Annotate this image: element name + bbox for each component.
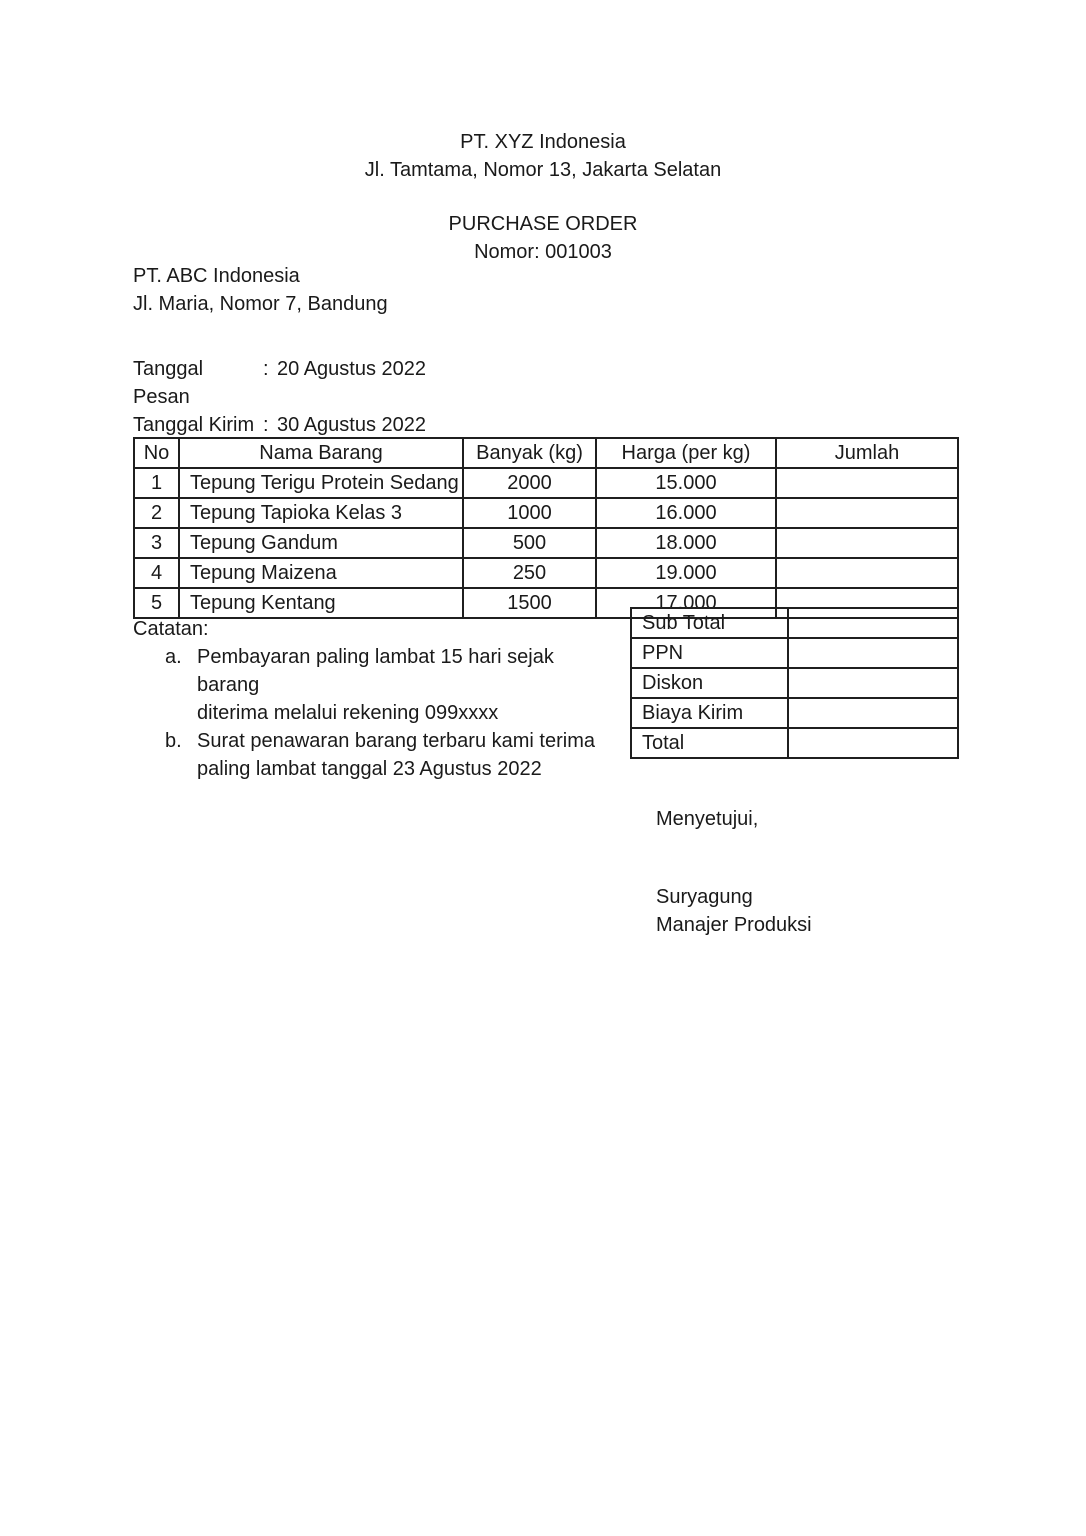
signature-name: Suryagung <box>656 886 753 908</box>
table-row <box>134 558 958 588</box>
summary-row <box>631 728 958 758</box>
vendor-name: PT. ABC Indonesia <box>133 265 300 287</box>
summary-value <box>788 698 958 728</box>
list-item <box>133 727 605 783</box>
item-qty: 250 <box>463 558 596 588</box>
order-date-row <box>133 355 426 411</box>
summary-row <box>631 638 958 668</box>
item-qty: 2000 <box>463 468 596 498</box>
document-title: PURCHASE ORDER <box>448 213 638 235</box>
signature-space <box>656 833 812 883</box>
ship-date-colon: : <box>263 414 269 436</box>
order-date-value: 20 Agustus 2022 <box>277 358 427 380</box>
item-price: 16.000 <box>596 498 776 528</box>
table-row <box>134 498 958 528</box>
item-no: 4 <box>134 558 179 588</box>
order-date-colon: : <box>263 358 269 380</box>
summary-label: Sub Total <box>631 608 788 638</box>
item-total <box>776 498 958 528</box>
items-table <box>133 437 959 619</box>
summary-row <box>631 668 958 698</box>
item-name: Tepung Terigu Protein Sedang <box>179 468 463 498</box>
summary-label: Biaya Kirim <box>631 698 788 728</box>
summary-label: Diskon <box>631 668 788 698</box>
item-no: 5 <box>134 588 179 618</box>
summary-row <box>631 608 958 638</box>
order-date-label: Tanggal Pesan <box>133 358 204 408</box>
summary-value <box>788 608 958 638</box>
item-name: Tepung Gandum <box>179 528 463 558</box>
signature-heading: Menyetujui, <box>656 808 759 830</box>
item-qty: 500 <box>463 528 596 558</box>
signature-title: Manajer Produksi <box>656 914 812 936</box>
vendor-block <box>133 262 388 318</box>
company-name: PT. XYZ Indonesia <box>460 131 626 153</box>
header-qty: Banyak (kg) <box>463 438 596 468</box>
note-line: paling lambat tanggal 23 Agustus 2022 <box>197 758 542 780</box>
vendor-address: Jl. Maria, Nomor 7, Bandung <box>133 293 388 315</box>
summary-value <box>788 728 958 758</box>
item-qty: 1500 <box>463 588 596 618</box>
signature-block <box>656 805 812 939</box>
ship-date-value: 30 Agustus 2022 <box>277 414 427 436</box>
header-total: Jumlah <box>776 438 958 468</box>
document-title-block <box>0 210 1086 266</box>
header-name: Nama Barang <box>179 438 463 468</box>
item-name: Tepung Maizena <box>179 558 463 588</box>
summary-value <box>788 638 958 668</box>
table-row <box>134 528 958 558</box>
note-line: Surat penawaran barang terbaru kami terima <box>197 730 595 752</box>
note-marker: a. <box>165 646 182 668</box>
item-total <box>776 558 958 588</box>
note-text <box>197 727 605 783</box>
item-no: 2 <box>134 498 179 528</box>
item-name: Tepung Kentang <box>179 588 463 618</box>
item-price: 18.000 <box>596 528 776 558</box>
notes-title: Catatan: <box>133 618 209 640</box>
ship-date-row <box>133 411 426 439</box>
item-name: Tepung Tapioka Kelas 3 <box>179 498 463 528</box>
item-price: 17.000 <box>596 588 776 618</box>
item-no: 3 <box>134 528 179 558</box>
note-text <box>197 643 605 727</box>
item-price: 15.000 <box>596 468 776 498</box>
summary-table <box>630 607 959 759</box>
item-total <box>776 468 958 498</box>
document-number: Nomor: 001003 <box>474 241 612 263</box>
item-price: 19.000 <box>596 558 776 588</box>
item-total <box>776 528 958 558</box>
notes-block <box>133 615 605 783</box>
summary-row <box>631 698 958 728</box>
items-table-header-row <box>134 438 958 468</box>
note-line: diterima melalui rekening 099xxxx <box>197 702 499 724</box>
company-address: Jl. Tamtama, Nomor 13, Jakarta Selatan <box>364 159 722 181</box>
summary-value <box>788 668 958 698</box>
note-marker: b. <box>165 730 182 752</box>
dates-block <box>133 355 426 439</box>
item-qty: 1000 <box>463 498 596 528</box>
note-line: Pembayaran paling lambat 15 hari sejak barang <box>197 646 554 696</box>
header-price: Harga (per kg) <box>596 438 776 468</box>
ship-date-label: Tanggal Kirim <box>133 414 255 436</box>
table-row <box>134 468 958 498</box>
summary-label: PPN <box>631 638 788 668</box>
list-item <box>133 643 605 727</box>
summary-label: Total <box>631 728 788 758</box>
item-no: 1 <box>134 468 179 498</box>
header-no: No <box>134 438 179 468</box>
company-header <box>0 128 1086 184</box>
